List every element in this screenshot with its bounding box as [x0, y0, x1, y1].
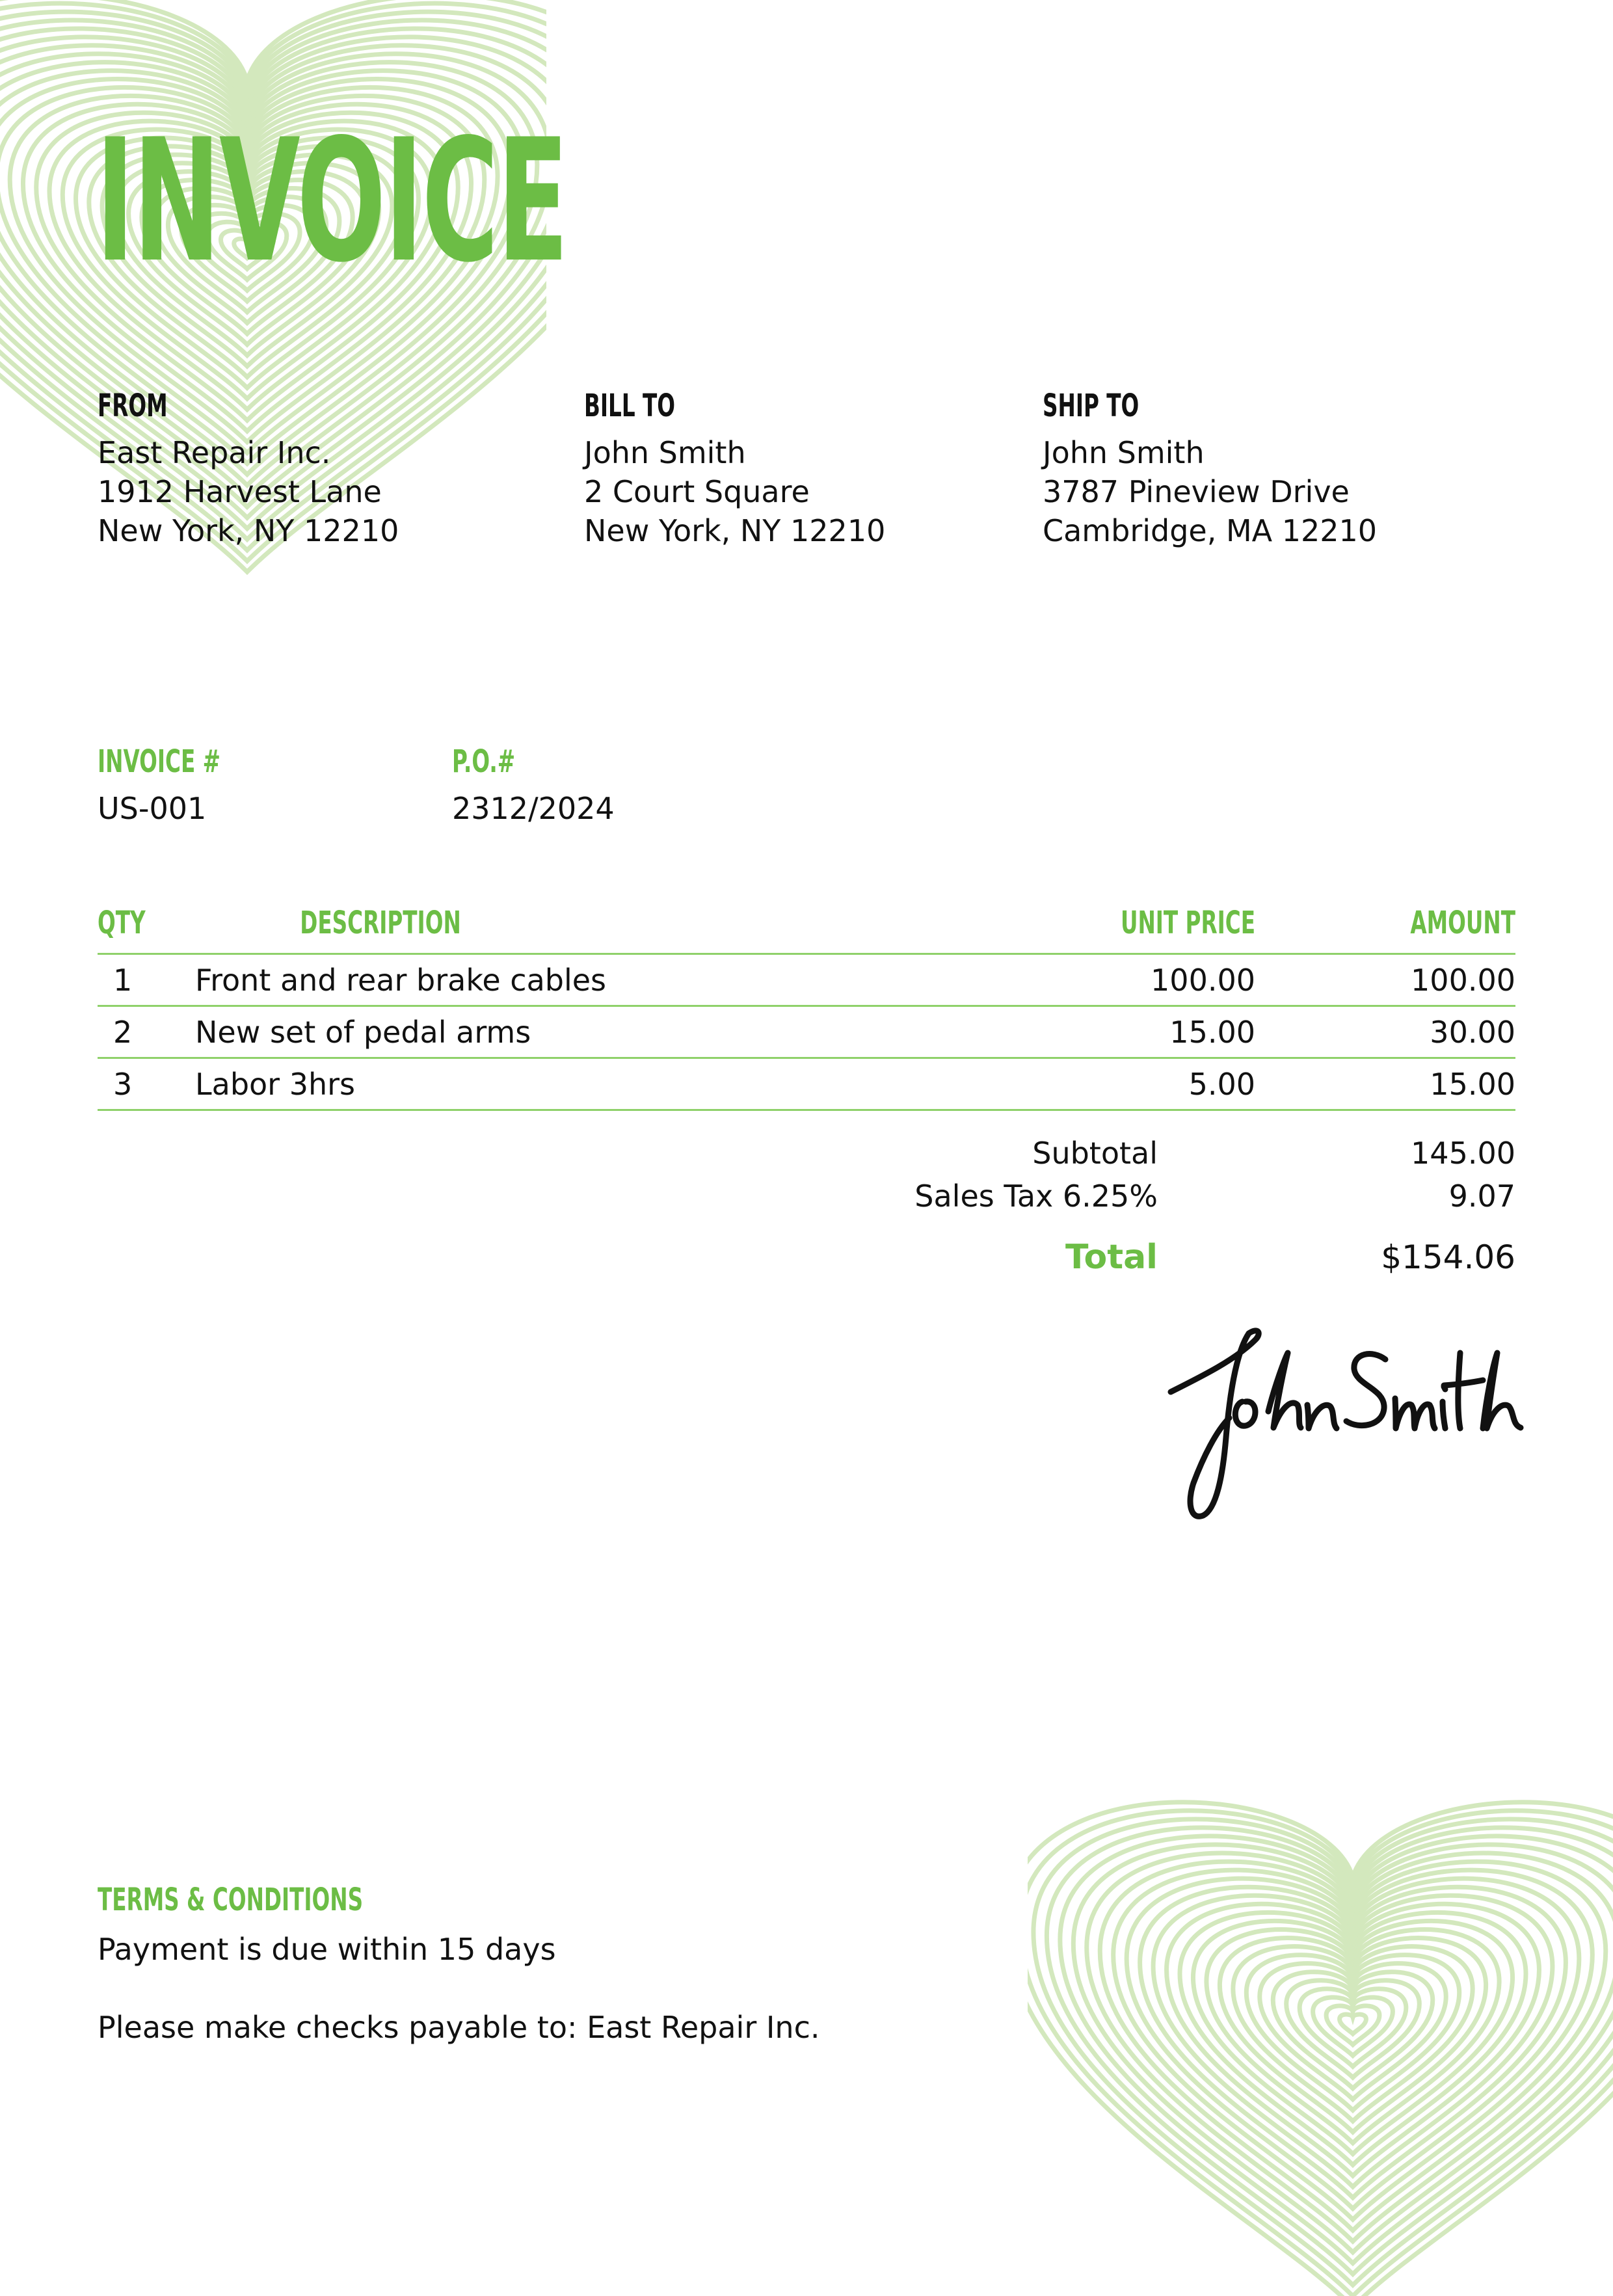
invoice-number-block — [98, 743, 278, 828]
ship-to-name: John Smith — [1043, 435, 1205, 470]
totals-section — [748, 1132, 1515, 1279]
from-street: 1912 Harvest Lane — [98, 474, 382, 509]
heart-ring — [1193, 1921, 1512, 2154]
heart-ring — [1126, 1878, 1579, 2208]
heart-ring — [1273, 1972, 1433, 2089]
row-qty: 2 — [98, 1006, 195, 1058]
from-section — [98, 390, 399, 550]
ship-to-section — [1043, 390, 1377, 550]
tax-value: 9.07 — [1448, 1179, 1515, 1214]
subtotal-label: Subtotal — [1032, 1136, 1158, 1171]
heart-ring — [1180, 1912, 1526, 2165]
bill-to-section — [584, 390, 885, 550]
heart-ring — [1300, 1989, 1406, 2066]
heart-ring — [1033, 1819, 1613, 2285]
po-number-label: P.O.# — [452, 743, 516, 780]
row-description: Labor 3hrs — [195, 1058, 846, 1110]
from-city: New York, NY 12210 — [98, 513, 399, 548]
row-amount: 100.00 — [1255, 954, 1515, 1006]
heart-ring — [1326, 2006, 1380, 2045]
po-number-block — [452, 743, 615, 828]
signature — [1164, 1314, 1528, 1531]
heart-ring — [1073, 1845, 1613, 2252]
heart-ring — [1028, 1802, 1613, 2296]
heart-ring — [1313, 1997, 1393, 2056]
heart-ring — [1087, 1853, 1613, 2241]
terms-section — [98, 1884, 820, 2047]
terms-label: TERMS & CONDITIONS — [98, 1882, 364, 1918]
row-description: New set of pedal arms — [195, 1006, 846, 1058]
from-company: East Repair Inc. — [98, 435, 331, 470]
heart-ring — [1220, 1938, 1486, 2132]
subtotal-value: 145.00 — [1411, 1136, 1515, 1171]
table-row — [98, 1058, 1515, 1110]
row-qty: 1 — [98, 954, 195, 1006]
row-unit-price: 15.00 — [846, 1006, 1255, 1058]
heart-ring — [1246, 1955, 1459, 2111]
terms-line-payment: Payment is due within 15 days — [98, 1932, 556, 1967]
table-row — [98, 954, 1515, 1006]
row-amount: 30.00 — [1255, 1006, 1515, 1058]
heart-ring — [1260, 1964, 1446, 2100]
total-label: Total — [1065, 1238, 1158, 1277]
amount-header-label: AMOUNT — [1410, 905, 1515, 941]
row-unit-price: 100.00 — [846, 954, 1255, 1006]
heart-ring — [1340, 2014, 1366, 2034]
qty-header — [98, 907, 195, 954]
heart-ring — [1060, 1836, 1613, 2263]
ship-to-label: SHIP TO — [1043, 388, 1140, 424]
total-value: $154.06 — [1381, 1238, 1515, 1276]
heart-ring — [1100, 1862, 1606, 2230]
table-header-row — [98, 907, 1515, 954]
row-amount: 15.00 — [1255, 1058, 1515, 1110]
heart-ring — [1167, 1904, 1540, 2176]
ship-to-street: 3787 Pineview Drive — [1043, 474, 1350, 509]
terms-line-checks: Please make checks payable to: East Repair Inc. — [98, 2010, 820, 2045]
description-header-label: DESCRIPTION — [300, 905, 461, 941]
bill-to-name: John Smith — [584, 435, 746, 470]
heart-ring — [1153, 1895, 1553, 2187]
unit-price-header — [846, 907, 1255, 954]
heart-pattern-icon — [1028, 1646, 1613, 2296]
heart-ring — [1286, 1981, 1420, 2077]
row-qty: 3 — [98, 1058, 195, 1110]
ship-to-city: Cambridge, MA 12210 — [1043, 513, 1378, 548]
heart-ring — [1028, 1811, 1613, 2296]
heart-ring — [1206, 1929, 1499, 2142]
subtotal-row — [748, 1132, 1515, 1175]
bill-to-label: BILL TO — [584, 388, 675, 424]
po-number-value: 2312/2024 — [452, 791, 615, 826]
row-unit-price: 5.00 — [846, 1058, 1255, 1110]
bill-to-street: 2 Court Square — [584, 474, 810, 509]
heart-ring — [1233, 1947, 1473, 2122]
invoice-number-value: US-001 — [98, 791, 207, 826]
row-description: Front and rear brake cables — [195, 954, 846, 1006]
from-label: FROM — [98, 388, 168, 424]
tax-row — [748, 1175, 1515, 1218]
line-items-table — [98, 907, 1515, 1111]
description-header — [195, 907, 846, 954]
unit-price-header-label: UNIT PRICE — [1120, 905, 1255, 941]
heart-ring — [1046, 1828, 1613, 2275]
invoice-title: INVOICE — [96, 103, 567, 300]
tax-label: Sales Tax 6.25% — [914, 1179, 1158, 1214]
total-row — [748, 1236, 1515, 1279]
bill-to-city: New York, NY 12210 — [584, 513, 886, 548]
qty-header-label: QTY — [98, 905, 146, 941]
table-row — [98, 1006, 1515, 1058]
heart-ring — [1113, 1870, 1593, 2219]
heart-decoration-bottom-right — [1028, 1646, 1613, 2296]
invoice-number-label: INVOICE # — [98, 743, 221, 780]
heart-ring — [1140, 1887, 1566, 2198]
amount-header — [1255, 907, 1515, 954]
signature-icon — [1164, 1314, 1528, 1528]
